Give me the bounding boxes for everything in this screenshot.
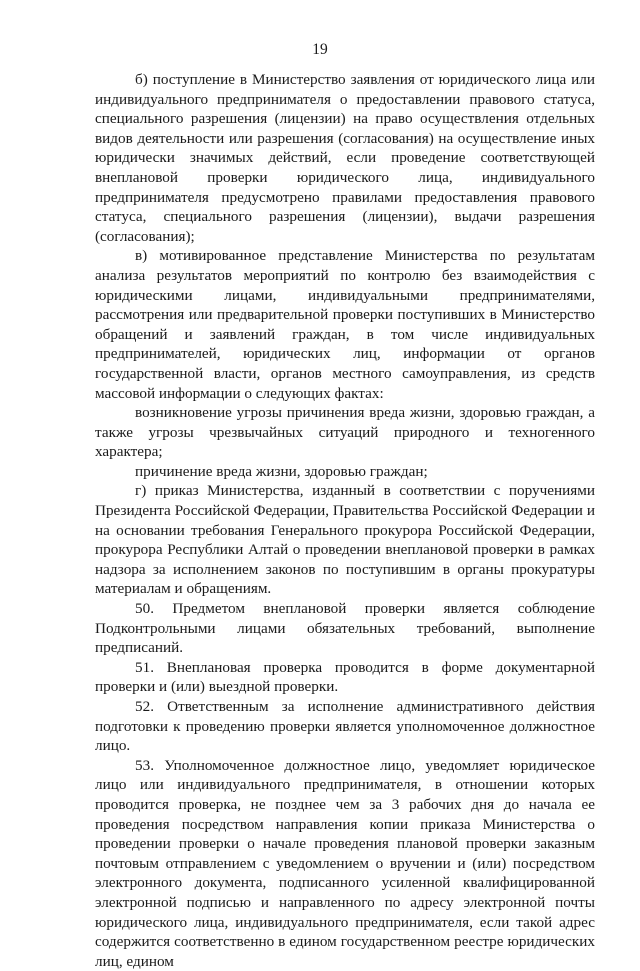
paragraph-subitem-g: г) приказ Министерства, изданный в соответствии с поручениями Президента Российской Федерации, Правительства Российской Федерации и на основании требования Генерального прокурора Российской Федерации, прокурора Республики Алтай о проведении внеплановой проверки в рамках надзора за исполнением законов по поступившим в органы прокуратуры материалам и обращениям. — [95, 482, 595, 598]
paragraph-threat-fact: возникновение угрозы причинения вреда жизни, здоровью граждан, а также угрозы чрезвычайных ситуаций природного и техногенного характера; — [95, 404, 595, 461]
paragraph-item-52: 52. Ответственным за исполнение административного действия подготовки к проведению проверки является уполномоченное должностное лицо. — [95, 698, 595, 755]
paragraph-item-53: 53. Уполномоченное должностное лицо, уведомляет юридическое лицо или индивидуального предпринимателя, в отношении которых проводится проверка, не позднее чем за 3 рабочих дня до начала ее проведения посредством направления копии приказа Министерства о проведении проверки о начале проведения плановой проверки заказным почтовым отправлением с уведомлением о вручении и (или) посредством электронного документа, подписанного усиленной квалифицированной электронной подписью и направленного по адресу электронной почты юридического лица, индивидуального предпринимателя, если такой адрес содержится соответственно в едином государственном реестре юридических лиц, едином — [95, 756, 595, 970]
document-body — [95, 70, 595, 971]
paragraph-subitem-v: в) мотивированное представление Министерства по результатам анализа результатов мероприятий по контролю без взаимодействия с юридическими лицами, индивидуальными предпринимателями, рассмотрения или предварительной проверки поступивших в Министерство обращений и заявлений граждан, в том числе индивидуальных предпринимателей, юридических лиц, информации от органов государственной власти, органов местного самоуправления, из средств массовой информации о следующих фактах: — [95, 247, 595, 402]
page-number: 19 — [312, 41, 328, 58]
paragraph-item-51: 51. Внеплановая проверка проводится в форме документарной проверки и (или) выездной проверки. — [95, 658, 595, 696]
paragraph-subitem-b: б) поступление в Министерство заявления от юридического лица или индивидуального предпринимателя о предоставлении правового статуса, специального разрешения (лицензии) на право осуществления отдельных видов деятельности или разрешения (согласования) на осуществление иных юридически значимых действий, если проведение соответствующей внеплановой проверки юридического лица, индивидуального предпринимателя предусмотрено правилами предоставления правового статуса, специального разрешения (лицензии), выдачи разрешения (согласования); — [95, 71, 595, 245]
paragraph-harm-fact: причинение вреда жизни, здоровью граждан; — [135, 462, 428, 480]
paragraph-item-50: 50. Предметом внеплановой проверки является соблюдение Подконтрольными лицами обязательных требований, выполнение предписаний. — [95, 600, 595, 657]
